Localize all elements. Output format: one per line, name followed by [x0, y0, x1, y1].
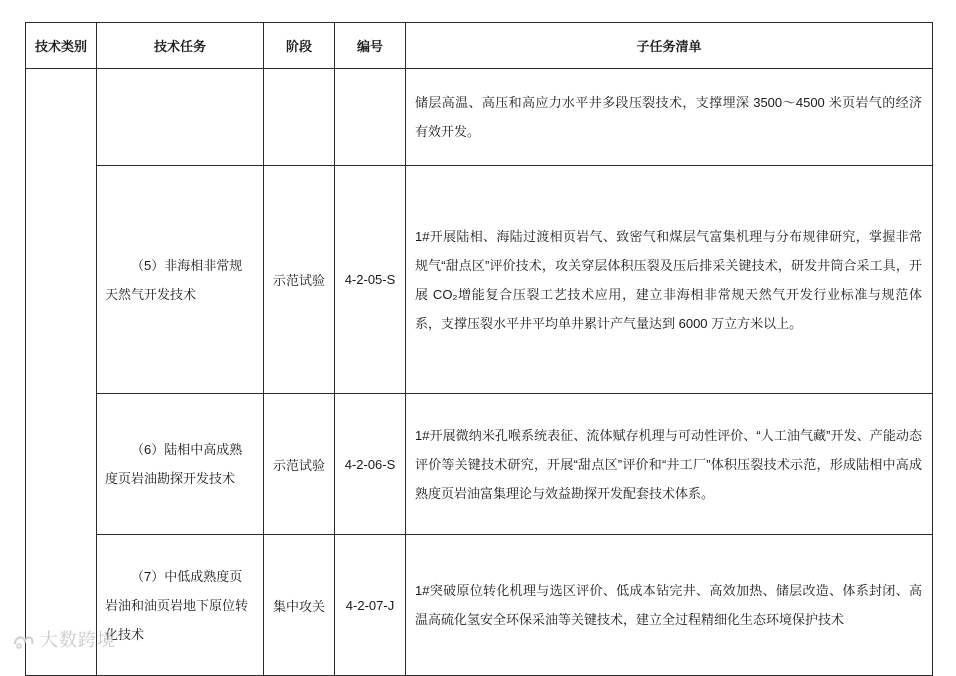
technology-task-table	[25, 22, 933, 676]
watermark	[12, 626, 132, 656]
subtask-cell: 1#开展微纳米孔喉系统表征、流体赋存机理与可动性评价、“人工油气藏”开发、产能动态评价等关键技术研究，开展“甜点区”评价和“井工厂”体积压裂技术示范，形成陆相中高成熟度页岩油富集理论与效益勘探开发配套技术体系。	[406, 394, 933, 535]
task-cell: （7）中低成熟度页岩油和油页岩地下原位转化技术	[97, 535, 264, 676]
table-row	[26, 394, 933, 535]
task-cell: （5）非海相非常规天然气开发技术	[97, 166, 264, 394]
stage-cell: 示范试验	[264, 166, 335, 394]
task-cell	[97, 69, 264, 166]
stage-cell: 集中攻关	[264, 535, 335, 676]
code-cell: 4-2-07-J	[335, 535, 406, 676]
code-cell: 4-2-05-S	[335, 166, 406, 394]
subtask-cell: 1#突破原位转化机理与选区评价、低成本钻完井、高效加热、储层改造、体系封闭、高温高硫化氢安全环保采油等关键技术，建立全过程精细化生态环境保护技术	[406, 535, 933, 676]
watermark-logo-icon	[12, 632, 36, 650]
table-row	[26, 535, 933, 676]
header-tech-task: 技术任务	[97, 23, 264, 69]
header-code: 编号	[335, 23, 406, 69]
stage-cell	[264, 69, 335, 166]
code-cell	[335, 69, 406, 166]
code-cell: 4-2-06-S	[335, 394, 406, 535]
table-header-row	[26, 23, 933, 69]
table-row	[26, 166, 933, 394]
table-row	[26, 69, 933, 166]
tech-category-cell	[26, 69, 97, 676]
watermark-text: 大数跨境	[40, 630, 116, 650]
subtask-cell: 储层高温、高压和高应力水平井多段压裂技术，支撑埋深 3500～4500 米页岩气的经济有效开发。	[406, 69, 933, 166]
header-stage: 阶段	[264, 23, 335, 69]
header-tech-category: 技术类别	[26, 23, 97, 69]
header-subtask-list: 子任务清单	[406, 23, 933, 69]
subtask-cell: 1#开展陆相、海陆过渡相页岩气、致密气和煤层气富集机理与分布规律研究，掌握非常规气“甜点区”评价技术，攻关穿层体积压裂及压后排采关键技术，研发井筒合采工具，开展 CO₂增能复合压裂工艺技术应用，建立非海相非常规天然气开发行业标准与规范体系，支撑压裂水平井平均单井累计产气量达到 6000 万立方米以上。	[406, 166, 933, 394]
stage-cell: 示范试验	[264, 394, 335, 535]
task-cell: （6）陆相中高成熟度页岩油勘探开发技术	[97, 394, 264, 535]
